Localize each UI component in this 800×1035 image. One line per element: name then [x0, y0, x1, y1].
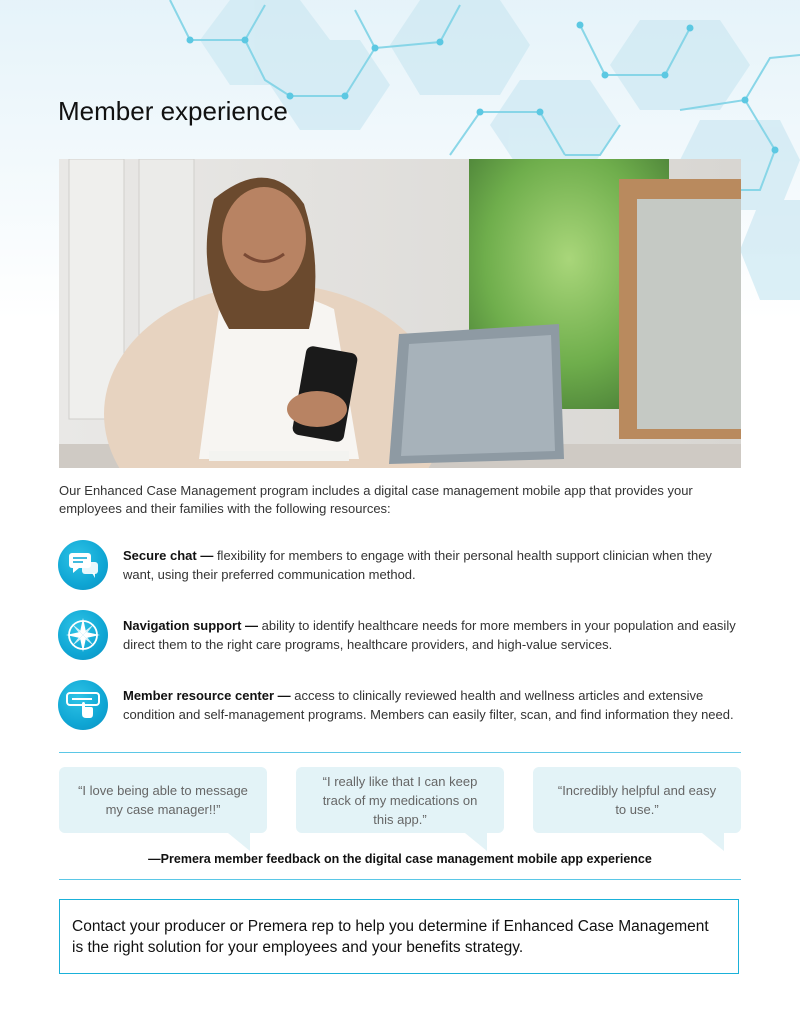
- feature-description: access to clinically reviewed health and wellness articles and extensive condition and self-management programs. Members can easily filter, scan, and find information they need.: [123, 688, 734, 722]
- divider-top: [59, 752, 741, 753]
- feature-title: Member resource center —: [123, 688, 291, 703]
- feature-text: [123, 546, 743, 584]
- intro-paragraph: Our Enhanced Case Management program includes a digital case management mobile app that provides your employees and their families with the following resources:: [59, 483, 693, 516]
- testimonial-text: “Incredibly helpful and easy to use.”: [557, 783, 717, 817]
- testimonial-attribution: —Premera member feedback on the digital case management mobile app experience: [148, 852, 652, 866]
- speech-tail-icon: [465, 833, 487, 851]
- testimonial-bubble: [59, 767, 267, 833]
- feature-text: [123, 616, 743, 654]
- feature-title: Secure chat —: [123, 548, 214, 563]
- hero-photo: [59, 159, 741, 468]
- call-to-action-text: Contact your producer or Premera rep to help you determine if Enhanced Case Management is the right solution for your employees and your benefits strategy.: [72, 918, 709, 956]
- testimonial-text: “I really like that I can keep track of my medications on this app.”: [322, 773, 478, 827]
- feature-title: Navigation support —: [123, 618, 259, 633]
- feature-text: [123, 686, 743, 724]
- divider-bottom: [59, 879, 741, 880]
- compass-icon: [58, 610, 108, 660]
- testimonial-bubble: [533, 767, 741, 833]
- testimonial-text: “I love being able to message my case manager!!”: [78, 783, 248, 817]
- feature-description: flexibility for members to engage with their personal health support clinician when they want, using their preferred communication method.: [123, 548, 712, 582]
- feature-secure-chat: [58, 540, 748, 592]
- page-title: Member experience: [58, 96, 288, 126]
- touch-screen-icon: [58, 680, 108, 730]
- chat-bubbles-icon: [58, 540, 108, 590]
- speech-tail-icon: [228, 833, 250, 851]
- call-to-action-box: [59, 899, 739, 974]
- testimonial-bubble: [296, 767, 504, 833]
- feature-navigation-support: [58, 610, 748, 662]
- speech-tail-icon: [702, 833, 724, 851]
- feature-description: ability to identify healthcare needs for more members in your population and easily direct them to the right care programs, healthcare providers, and high-value services.: [123, 618, 736, 652]
- feature-member-resource-center: [58, 680, 748, 732]
